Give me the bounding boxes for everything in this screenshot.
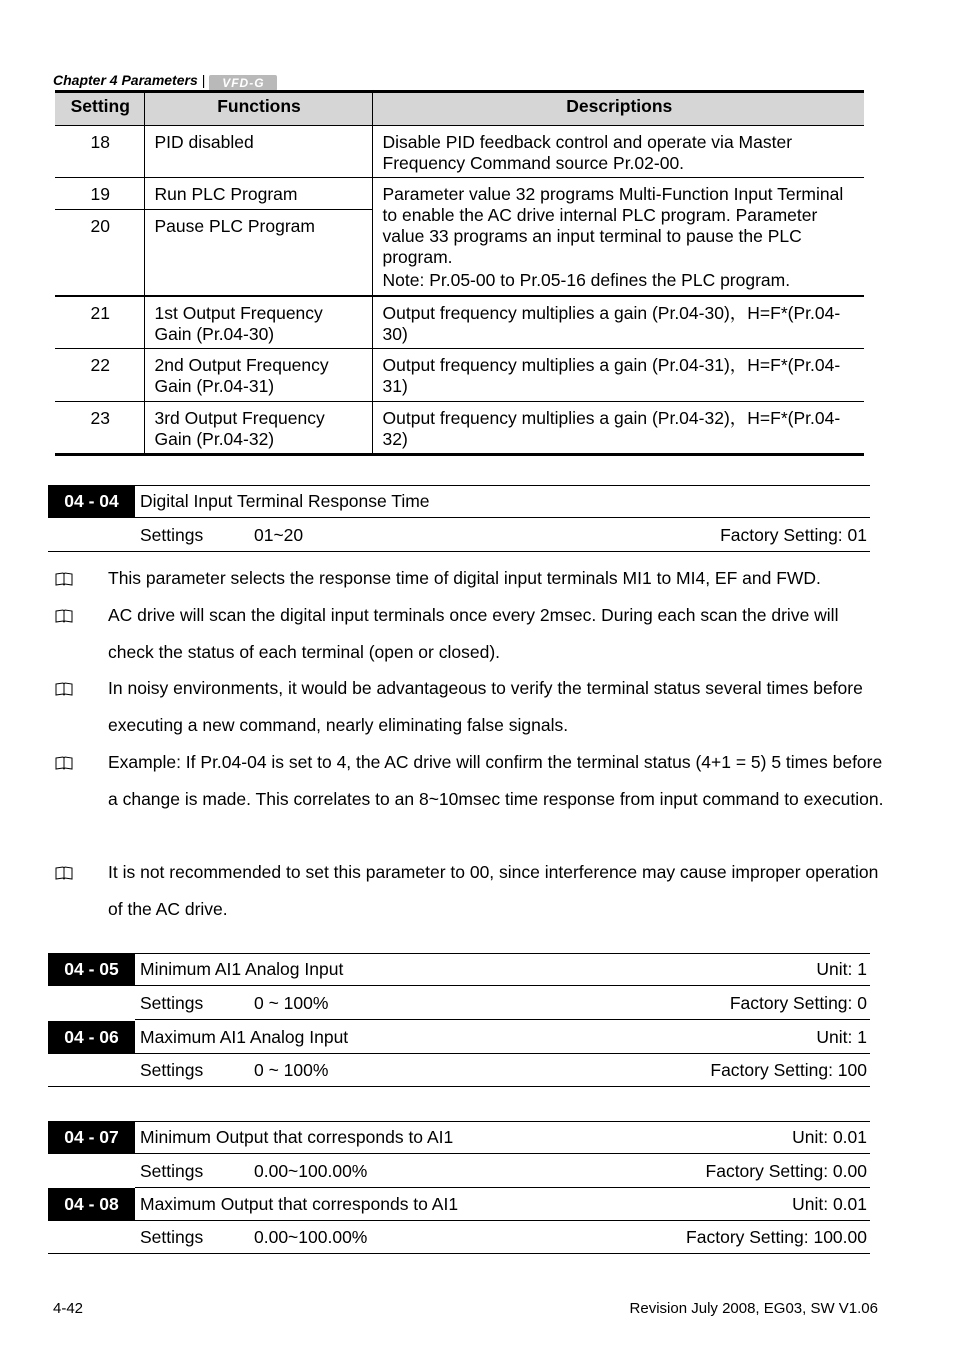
- description-cell: Output frequency multiplies a gain (Pr.04-31)，H=F*(Pr.04-31): [372, 349, 864, 402]
- param-04-06-settings-row: [48, 1054, 870, 1087]
- page-number: 4-42: [53, 1300, 84, 1317]
- setting-cell: 22: [55, 349, 144, 402]
- note-text: It is not recommended to set this parameter to 00, since interference may cause improper operation of the AC drive.: [108, 862, 879, 919]
- setting-cell: 19: [55, 178, 144, 210]
- param-code: 04 - 08: [48, 1188, 135, 1221]
- table-header-row: [55, 92, 864, 126]
- setting-cell: 23: [55, 402, 144, 455]
- param-title: Minimum AI1 Analog Input: [140, 959, 344, 979]
- chapter-title: Chapter 4 Parameters: [53, 72, 198, 88]
- header-functions: Functions: [144, 92, 372, 126]
- table-row: [55, 296, 864, 349]
- param-04-04-title-row: [48, 485, 870, 518]
- settings-label: Settings: [140, 1227, 204, 1247]
- settings-value: 0.00~100.00%: [254, 1161, 368, 1181]
- vfd-g-logo: VFD-G: [209, 75, 277, 91]
- param-code: 04 - 04: [48, 485, 135, 518]
- settings-value: 01~20: [254, 525, 304, 545]
- param-04-06-title-row: [48, 1021, 870, 1054]
- param-unit: Unit: 0.01: [792, 1127, 867, 1147]
- factory-setting: Factory Setting: 01: [720, 525, 867, 545]
- table-row: [55, 402, 864, 455]
- param-04-05-settings-row: [48, 987, 870, 1020]
- settings-label: Settings: [140, 525, 204, 545]
- param-04-07-settings-row: [48, 1155, 870, 1188]
- header-separator: |: [201, 72, 206, 88]
- setting-cell: 21: [55, 296, 144, 349]
- function-cell: Pause PLC Program: [144, 210, 372, 296]
- table-row: [55, 126, 864, 178]
- function-cell: 3rd Output Frequency Gain (Pr.04-32): [144, 402, 372, 455]
- settings-table: [55, 90, 864, 456]
- param-title: Digital Input Terminal Response Time: [140, 491, 430, 511]
- table-row: [55, 349, 864, 402]
- chapter-header: [53, 72, 277, 91]
- param-04-04-settings-row: [48, 519, 870, 552]
- plc-description-cell: [372, 178, 864, 296]
- settings-label: Settings: [140, 993, 204, 1013]
- param-04-07-title-row: [48, 1121, 870, 1154]
- setting-cell: 20: [55, 210, 144, 296]
- book-icon: [55, 866, 73, 880]
- note-text: Example: If Pr.04-04 is set to 4, the AC drive will confirm the terminal status (4+1 = 5) 5 times before a change is made. This correlates to an 8~10msec time response from input command to execution.: [108, 752, 884, 809]
- setting-cell: 18: [55, 126, 144, 178]
- note-text: In noisy environments, it would be advantageous to verify the terminal status several times before executing a new command, nearly eliminating false signals.: [108, 678, 863, 735]
- settings-label: Settings: [140, 1161, 204, 1181]
- factory-setting: Factory Setting: 100: [710, 1060, 867, 1080]
- param-04-08-settings-row: [48, 1221, 870, 1254]
- param-title: Minimum Output that corresponds to AI1: [140, 1127, 454, 1147]
- note-text: This parameter selects the response time of digital input terminals MI1 to MI4, EF and FWD.: [108, 568, 821, 588]
- book-icon: [55, 756, 73, 770]
- table-row: [55, 178, 864, 210]
- function-cell: 1st Output Frequency Gain (Pr.04-30): [144, 296, 372, 349]
- settings-value: 0 ~ 100%: [254, 993, 329, 1013]
- param-title: Maximum Output that corresponds to AI1: [140, 1194, 459, 1214]
- plc-description: Parameter value 32 programs Multi-Function Input Terminal to enable the AC drive internal PLC program. Parameter value 33 programs an input terminal to pause the PLC program.: [382, 184, 844, 267]
- factory-setting: Factory Setting: 100.00: [686, 1227, 867, 1247]
- function-cell: Run PLC Program: [144, 178, 372, 210]
- revision-info: Revision July 2008, EG03, SW V1.06: [629, 1300, 878, 1317]
- header-setting: Setting: [55, 92, 144, 126]
- param-unit: Unit: 0.01: [792, 1194, 867, 1214]
- settings-value: 0.00~100.00%: [254, 1227, 368, 1247]
- book-icon: [55, 572, 73, 586]
- param-04-08-title-row: [48, 1188, 870, 1221]
- factory-setting: Factory Setting: 0.00: [705, 1161, 867, 1181]
- param-code: 04 - 05: [48, 953, 135, 986]
- function-cell: PID disabled: [144, 126, 372, 178]
- param-code: 04 - 07: [48, 1121, 135, 1154]
- param-unit: Unit: 1: [816, 1027, 867, 1047]
- description-cell: Disable PID feedback control and operate via Master Frequency Command source Pr.02-00.: [372, 126, 864, 178]
- book-icon: [55, 609, 73, 623]
- description-cell: Output frequency multiplies a gain (Pr.04-30)，H=F*(Pr.04-30): [372, 296, 864, 349]
- settings-label: Settings: [140, 1060, 204, 1080]
- factory-setting: Factory Setting: 0: [729, 993, 867, 1013]
- header-descriptions: Descriptions: [372, 92, 864, 126]
- param-04-05-title-row: [48, 953, 870, 986]
- note-text: AC drive will scan the digital input terminals once every 2msec. During each scan the drive will check the status of each terminal (open or closed).: [108, 605, 839, 662]
- book-icon: [55, 682, 73, 696]
- settings-value: 0 ~ 100%: [254, 1060, 329, 1080]
- plc-note: Note: Pr.05-00 to Pr.05-16 defines the PLC program.: [382, 270, 791, 290]
- function-cell: 2nd Output Frequency Gain (Pr.04-31): [144, 349, 372, 402]
- param-unit: Unit: 1: [816, 959, 867, 979]
- param-title: Maximum AI1 Analog Input: [140, 1027, 349, 1047]
- description-cell: Output frequency multiplies a gain (Pr.04-32)，H=F*(Pr.04-32): [372, 402, 864, 455]
- param-code: 04 - 06: [48, 1021, 135, 1054]
